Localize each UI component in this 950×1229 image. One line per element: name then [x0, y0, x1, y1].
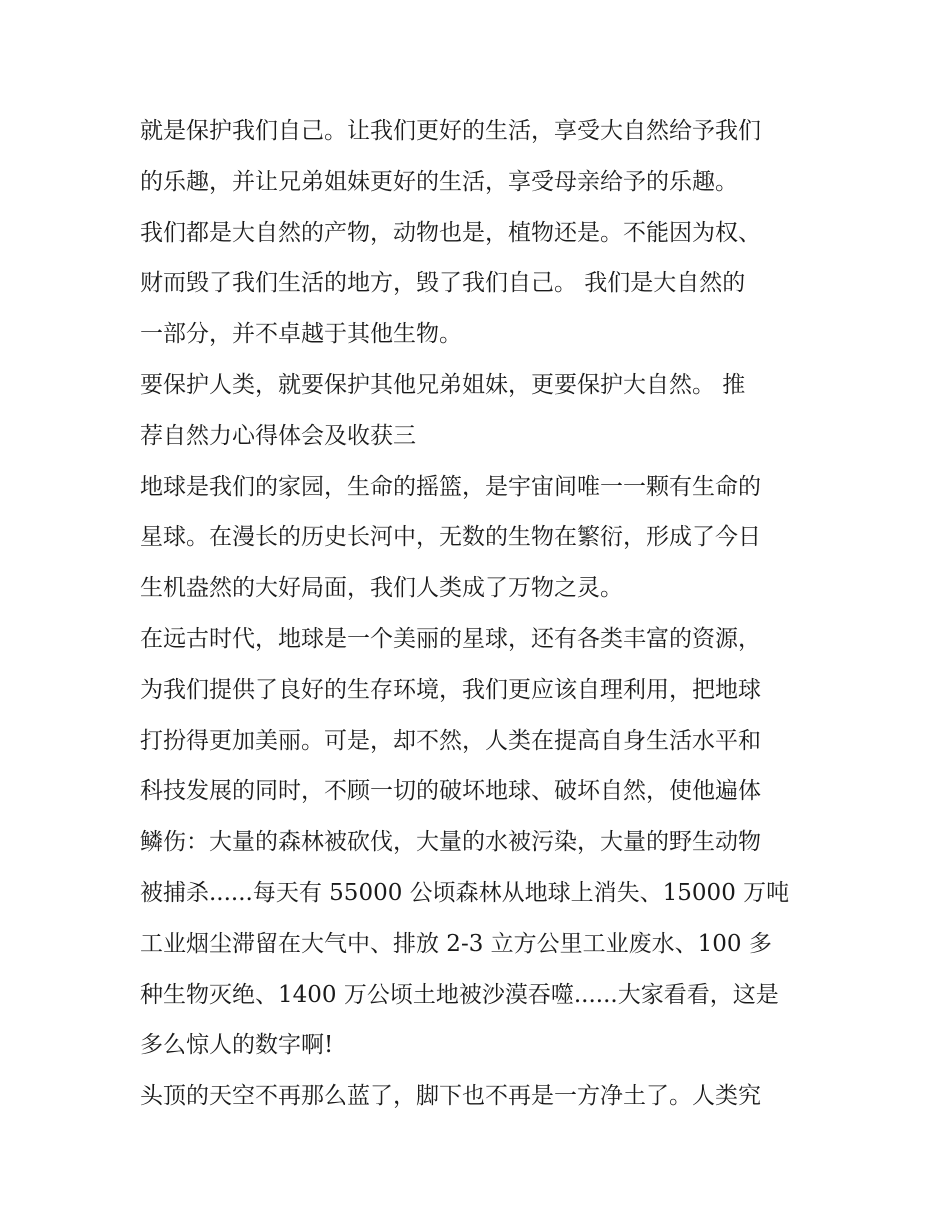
- text-line: 种生物灭绝、1400 万公顷土地被沙漠吞噬......大家看看，这是: [140, 981, 779, 1008]
- text-line: 在远古时代，地球是一个美丽的星球，还有各类丰富的资源，: [140, 625, 761, 652]
- text-line: 为我们提供了良好的生存环境，我们更应该自理利用，把地球: [140, 676, 761, 703]
- text-line: 的乐趣，并让兄弟姐妹更好的生活，享受母亲给予的乐趣。: [140, 168, 738, 195]
- text-line: 地球是我们的家园，生命的摇篮，是宇宙间唯一一颗有生命的: [140, 473, 761, 500]
- text-line: 鳞伤：大量的森林被砍伐，大量的水被污染，大量的野生动物: [140, 829, 761, 856]
- document-body: [140, 106, 820, 1122]
- text-line: 多么惊人的数字啊!: [140, 1032, 334, 1059]
- text-line: 生机盎然的大好局面，我们人类成了万物之灵。: [140, 575, 623, 602]
- text-line: 头顶的天空不再那么蓝了，脚下也不再是一方净土了。人类究: [140, 1083, 761, 1110]
- text-line: 就是保护我们自己。让我们更好的生活，享受大自然给予我们: [140, 118, 761, 144]
- text-line: 科技发展的同时，不顾一切的破坏地球、破坏自然，使他遍体: [140, 778, 761, 805]
- text-line: 星球。在漫长的历史长河中，无数的生物在繁衍，形成了今日: [140, 524, 761, 551]
- text-line: 工业烟尘滞留在大气中、排放 2-3 立方公里工业废水、100 多: [140, 930, 772, 957]
- text-line: 荐自然力心得体会及收获三: [140, 422, 416, 449]
- text-line: 我们都是大自然的产物，动物也是，植物还是。不能因为权、: [140, 219, 761, 246]
- text-line: 财而毁了我们生活的地方，毁了我们自己。 我们是大自然的: [140, 270, 746, 297]
- text-line: 一部分，并不卓越于其他生物。: [140, 321, 462, 348]
- text-line: 要保护人类，就要保护其他兄弟姐妹，更要保护大自然。 推: [140, 371, 746, 398]
- text-line: 打扮得更加美丽。可是，却不然，人类在提高自身生活水平和: [140, 727, 761, 754]
- text-line: 被捕杀......每天有 55000 公顷森林从地球上消失、15000 万吨: [140, 879, 790, 906]
